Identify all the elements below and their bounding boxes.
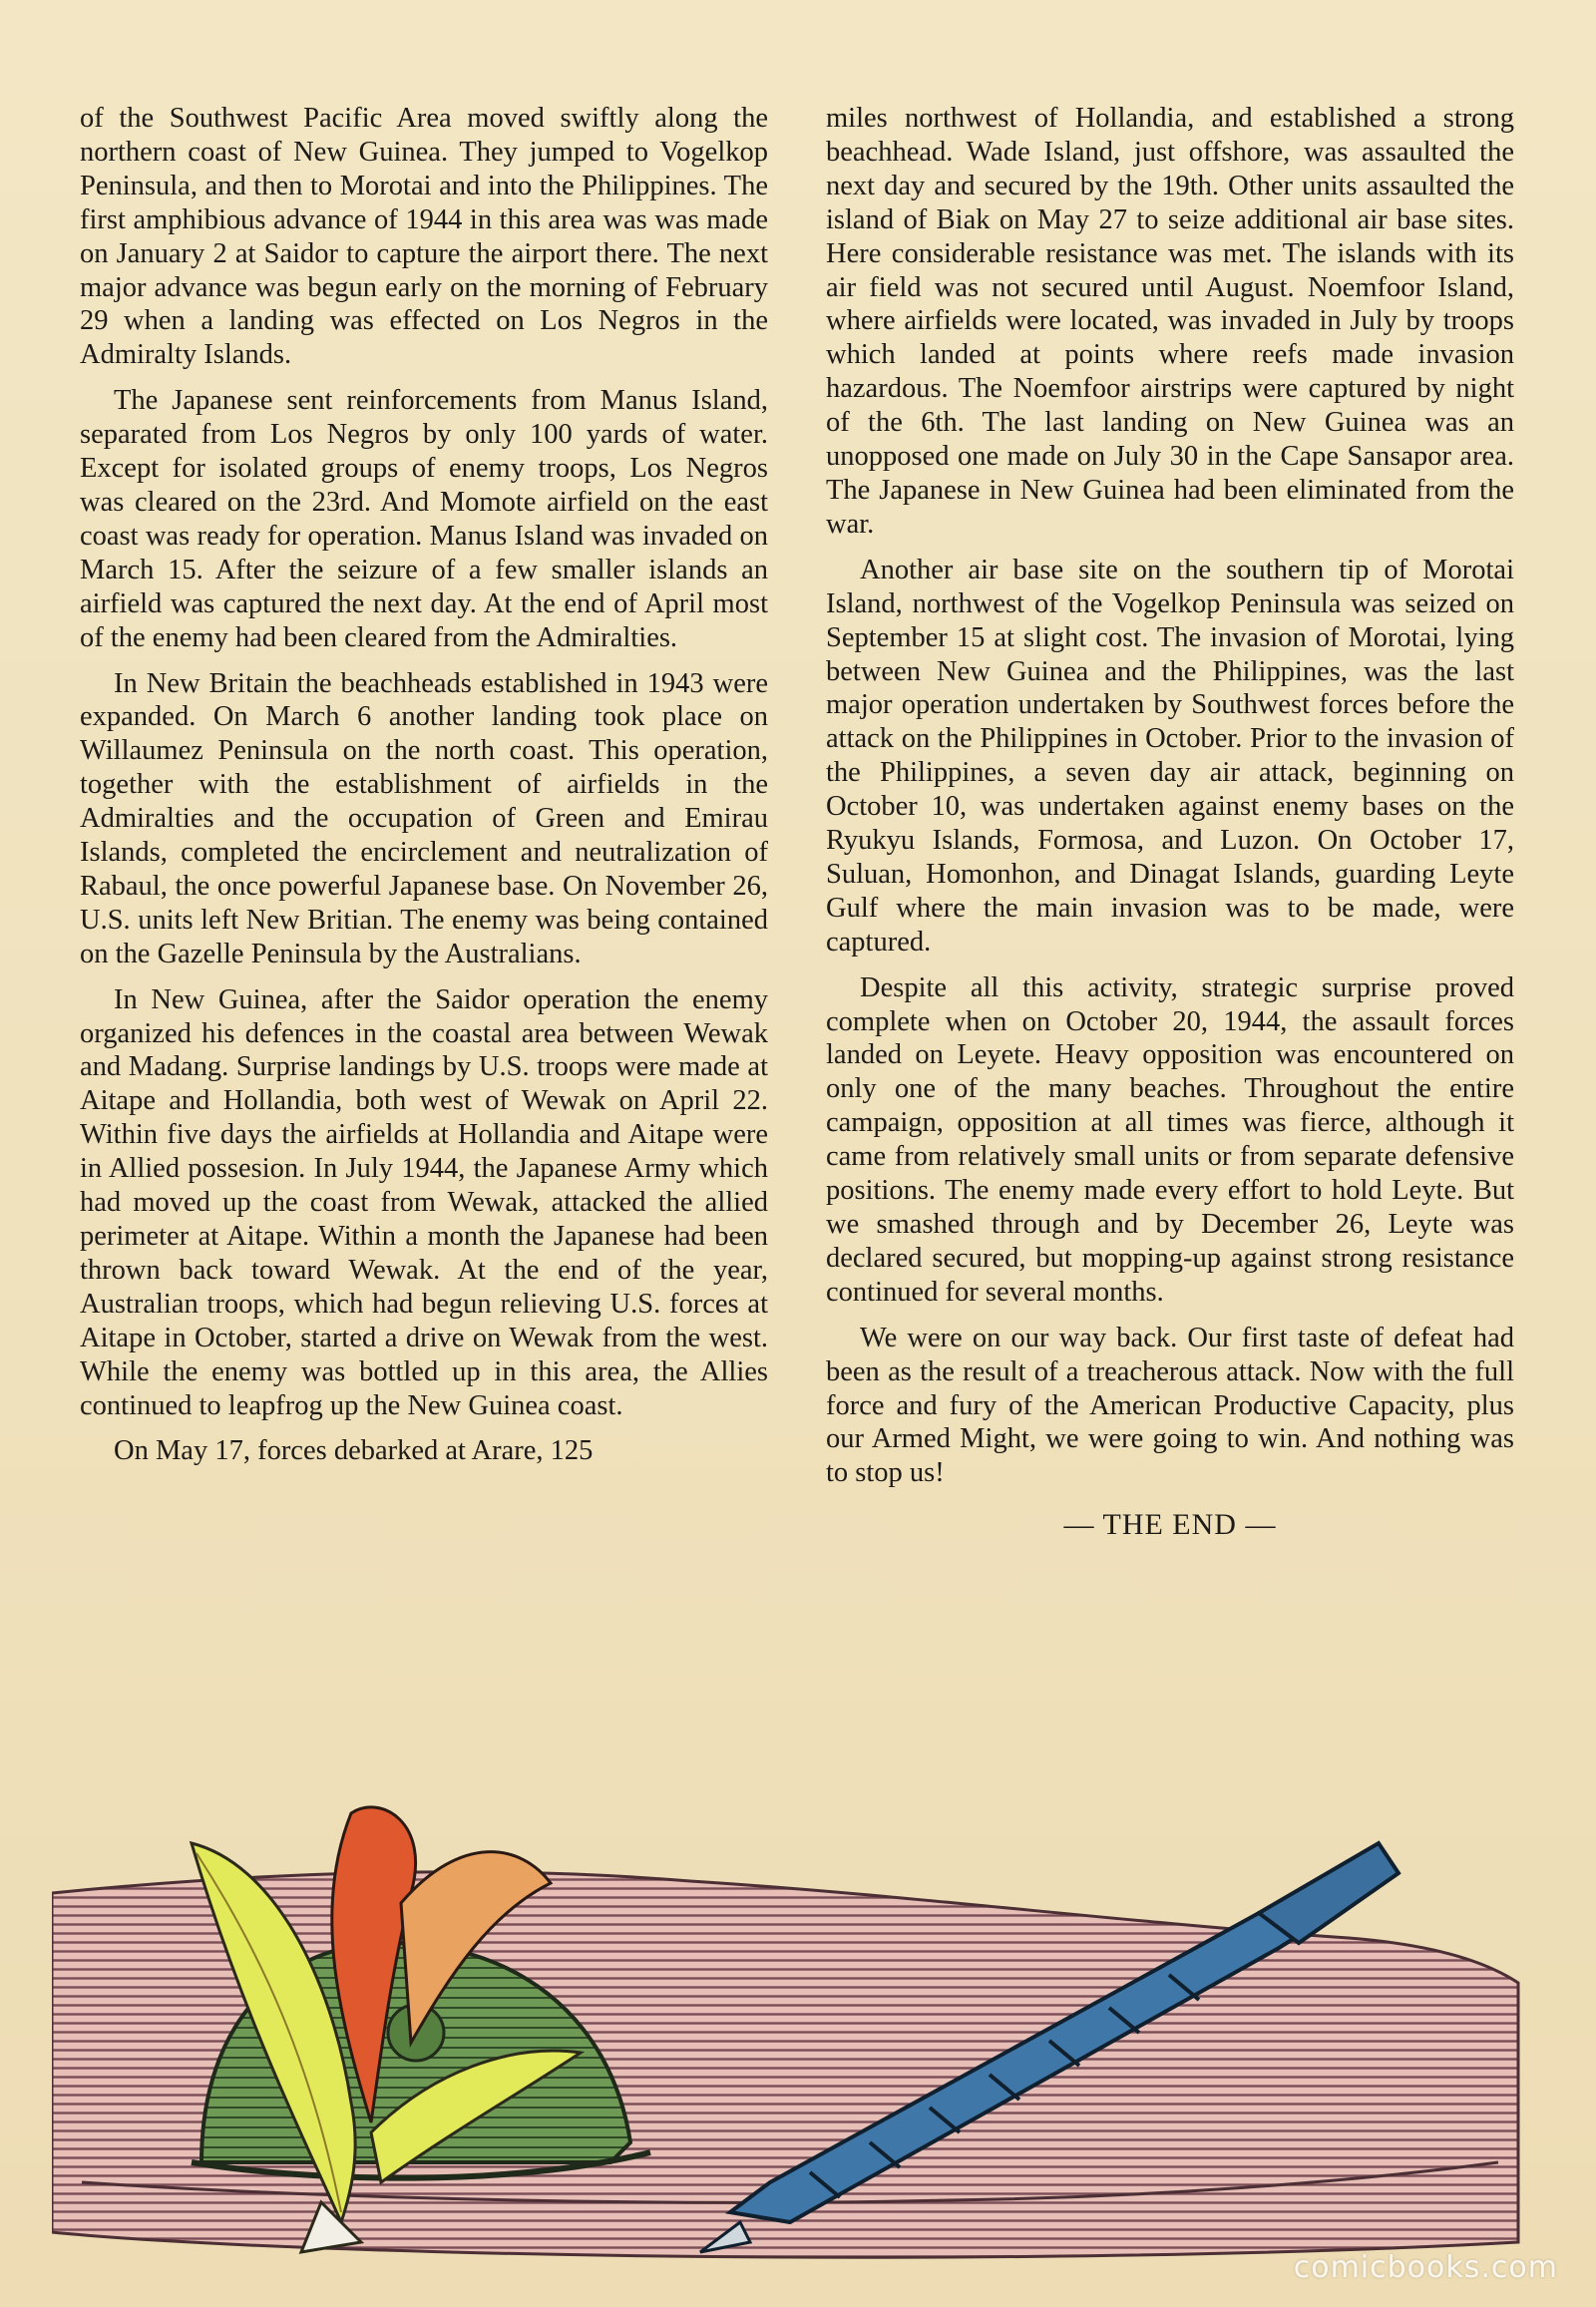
paragraph: In New Guinea, after the Saidor operation the enemy organized his defences in the coastal area between Wewak and Madang. Surprise landings by U.S. troops were made at Aitape and Hollandia, both west of Wewak on April 22. Within five days the airfields at Hollandia and Aitape were in Allied possesion. In July 1944, the Japanese Army which had moved up the coast from Wewak, attacked the allied perimeter at Aitape. Within a month the Japanese had been thrown back toward Wewak. At the end of the year, Australian troops, which had begun relieving U.S. forces at Aitape in October, started a drive on Wewak from the west. While the enemy was bottled up in this area, the Allies continued to leapfrog up the New Guinea coast. bbox=[80, 983, 768, 1421]
the-end-caption: — THE END — bbox=[1063, 1508, 1277, 1542]
paragraph: miles northwest of Hollandia, and established a strong beachhead. Wade Island, just offshore, was assaulted the next day and secured by the 19th. Other units assaulted the island of Biak on May 27 to seize additional air base sites. Here considerable resistance was met. The islands with its air field was not secured until August. Noemfoor Island, where airfields were located, was invaded in July by troops which landed at points where reefs made invasion hazardous. The Noemfoor airstrips were captured by night of the 6th. The last landing on New Guinea was an unopposed one made on July 30 in the Cape Sansapor area. The Japanese in New Guinea had been eliminated from the war. bbox=[826, 103, 1514, 540]
paragraph: We were on our way back. Our first taste of defeat had been as the result of a treacherous attack. Now with the full force and fury of the American Productive Capacity, plus our Armed Might, we were going to win. And nothing was to stop us! bbox=[826, 1322, 1514, 1489]
left-text-column bbox=[80, 102, 768, 1480]
paragraph: Another air base site on the southern tip of Morotai Island, northwest of the Vogelkop Peninsula was seized on September 15 at slight cost. The invasion of Morotai, lying between New Guinea and the Philippines, was the last major operation undertaken by Southwest forces before the attack on the Philippines in October. Prior to the invasion of the Philippines, a seven day air attack, beginning on October 10, was undertaken against enemy bases on the Ryukyu Islands, Formosa, and Luzon. On October 17, Suluan, Homonhon, and Dinagat Islands, guarding Leyte Gulf where the main invasion was to be made, were captured. bbox=[826, 554, 1514, 958]
paragraph: On May 17, forces debarked at Arare, 125 bbox=[114, 1435, 594, 1467]
watermark: comicbooks.com bbox=[1293, 2250, 1558, 2285]
helmet-and-bayonet-illustration bbox=[52, 1803, 1528, 2272]
paragraph: In New Britain the beachheads established in 1943 were expanded. On March 6 another landing took place on Willaumez Peninsula on the north coast. This operation, together with the establishment of airfields in the Admiralties and the occupation of Green and Emirau Islands, completed the encirclement and neutralization of Rabaul, the once powerful Japanese base. On November 26, U.S. units left New Britian. The enemy was being contained on the Gazelle Peninsula by the Australians. bbox=[80, 667, 768, 969]
paragraph: Despite all this activity, strategic surprise proved complete when on October 20, 1944, the assault forces landed on Leyete. Heavy opposition was encountered on only one of the many beaches. Throughout the entire campaign, opposition at all times was fierce, although it came from relatively small units or from separate defensive positions. The enemy made every effort to hold Leyte. But we smashed through and by December 26, Leyte was declared secured, but mopping-up against strong resistance continued for several months. bbox=[826, 971, 1514, 1308]
paragraph: of the Southwest Pacific Area moved swiftly along the northern coast of New Guinea. They jumped to Vogelkop Peninsula, and then to Morotai and into the Philippines. The first amphibious advance of 1944 in this area was was made on January 2 at Saidor to capture the airport there. The next major advance was begun early on the morning of February 29 when a landing was effected on Los Negros in the Admiralty Islands. bbox=[80, 103, 768, 371]
paragraph: The Japanese sent reinforcements from Manus Island, separated from Los Negros by only 100 yards of water. Except for isolated groups of enemy troops, Los Negros was cleared on the 23rd. And Momote airfield on the east coast was ready for operation. Manus Island was invaded on March 15. After the seizure of a few smaller islands an airfield was captured the next day. At the end of April most of the enemy had been cleared from the Admiralties. bbox=[80, 385, 768, 653]
right-text-column bbox=[826, 102, 1514, 1542]
